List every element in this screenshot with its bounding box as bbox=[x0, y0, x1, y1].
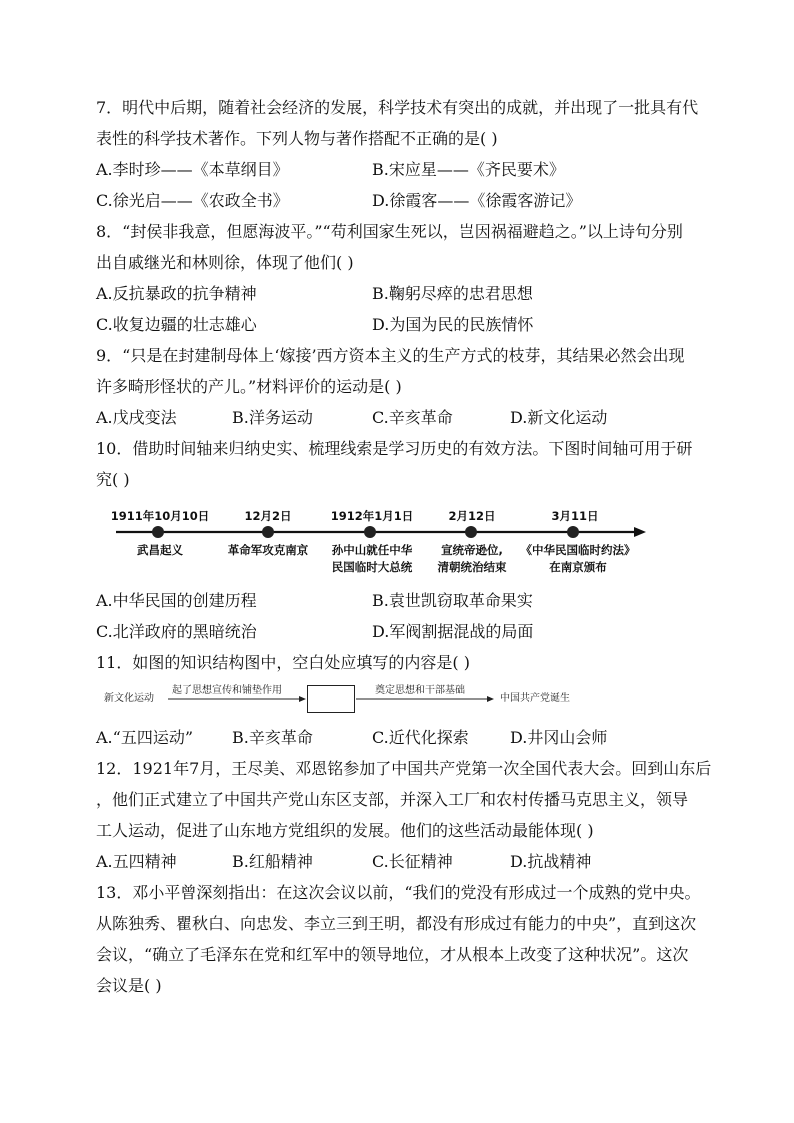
timeline-desc-4a: 宣统帝逊位, bbox=[441, 543, 503, 557]
q12-option-b[interactable]: B.红船精神 bbox=[232, 852, 313, 871]
timeline-dot-2 bbox=[262, 526, 274, 538]
q11-option-b[interactable]: B.辛亥革命 bbox=[232, 728, 313, 747]
knowledge-arrowhead-1 bbox=[299, 696, 306, 702]
q7-line-1: 7．明代中后期，随着社会经济的发展，科学技术有突出的成就，并出现了一批具有代 bbox=[96, 98, 699, 117]
q12-option-d[interactable]: D.抗战精神 bbox=[510, 852, 592, 871]
knowledge-arrow2-label: 奠定思想和干部基础 bbox=[375, 685, 465, 696]
knowledge-arrows bbox=[0, 686, 794, 716]
q10-option-b[interactable]: B.袁世凯窃取革命果实 bbox=[372, 591, 533, 610]
timeline-dot-1 bbox=[152, 526, 164, 538]
timeline-arrowhead bbox=[634, 527, 646, 537]
q7-option-d[interactable]: D.徐霞客——《徐霞客游记》 bbox=[372, 191, 582, 210]
q13-line-3: 会议，“确立了毛泽东在党和红军中的领导地位，才从根本上改变了这种状况”。这次 bbox=[96, 945, 689, 964]
q10-option-a[interactable]: A.中华民国的创建历程 bbox=[96, 591, 257, 610]
q7-option-b[interactable]: B.宋应星——《齐民要术》 bbox=[372, 160, 565, 179]
q10-line-2: 究( ) bbox=[96, 470, 130, 489]
q12-line-1: 12．1921年7月，王尽美、邓恩铭参加了中国共产党第一次全国代表大会。回到山东后 bbox=[96, 759, 712, 778]
timeline-date-1: 1911年10月10日 bbox=[110, 509, 210, 523]
q7-option-a[interactable]: A.李时珍——《本草纲目》 bbox=[96, 160, 289, 179]
q13-line-2: 从陈独秀、瞿秋白、向忠发、李立三到王明，都没有形成过有能力的中央”，直到这次 bbox=[96, 914, 697, 933]
knowledge-arrow1-label: 起了思想宣传和铺垫作用 bbox=[172, 685, 282, 696]
q12-line-2: ，他们正式建立了中国共产党山东区支部，并深入工厂和农村传播马克思主义，领导 bbox=[96, 790, 689, 809]
q12-option-c[interactable]: C.长征精神 bbox=[372, 852, 453, 871]
timeline-date-4: 2月12日 bbox=[448, 509, 496, 523]
q7-option-c[interactable]: C.徐光启——《农政全书》 bbox=[96, 191, 289, 210]
knowledge-end: 中国共产党诞生 bbox=[500, 693, 570, 704]
q8-option-a[interactable]: A.反抗暴政的抗争精神 bbox=[96, 284, 257, 303]
q8-option-c[interactable]: C.收复边疆的壮志雄心 bbox=[96, 315, 257, 334]
q10-option-c[interactable]: C.北洋政府的黑暗统治 bbox=[96, 622, 257, 641]
q9-option-b[interactable]: B.洋务运动 bbox=[232, 408, 313, 427]
timeline-dot-3 bbox=[364, 526, 376, 538]
q8-option-b[interactable]: B.鞠躬尽瘁的忠君思想 bbox=[372, 284, 533, 303]
timeline-desc-4b: 清朝统治结束 bbox=[437, 560, 507, 574]
q8-line-2: 出自戚继光和林则徐，体现了他们( ) bbox=[96, 253, 354, 272]
q8-option-d[interactable]: D.为国为民的民族情怀 bbox=[372, 315, 534, 334]
q9-option-a[interactable]: A.戊戌变法 bbox=[96, 408, 177, 427]
q13-line-1: 13．邓小平曾深刻指出：在这次会议以前，“我们的党没有形成过一个成熟的党中央。 bbox=[96, 883, 701, 902]
q9-option-c[interactable]: C.辛亥革命 bbox=[372, 408, 453, 427]
q9-line-1: 9．“只是在封建制母体上‘嫁接’西方资本主义的生产方式的枝芽，其结果必然会出现 bbox=[96, 346, 685, 365]
timeline-desc-1: 武昌起义 bbox=[137, 543, 183, 557]
timeline-date-2: 12月2日 bbox=[244, 509, 292, 523]
q11-line-1: 11．如图的知识结构图中，空白处应填写的内容是( ) bbox=[96, 653, 470, 672]
timeline-desc-3a: 孙中山就任中华 bbox=[331, 543, 413, 557]
q11-option-d[interactable]: D.井冈山会师 bbox=[510, 728, 608, 747]
timeline-dot-4 bbox=[465, 526, 477, 538]
q13-line-4: 会议是( ) bbox=[96, 976, 162, 995]
timeline-desc-2: 革命军攻克南京 bbox=[227, 543, 309, 557]
knowledge-start: 新文化运动 bbox=[104, 693, 154, 704]
timeline-desc-5a: 《中华民国临时约法》 bbox=[520, 543, 636, 557]
q9-line-2: 许多畸形怪状的产儿。”材料评价的运动是( ) bbox=[96, 377, 402, 396]
timeline-date-3: 1912年1月1日 bbox=[330, 509, 414, 523]
q12-option-a[interactable]: A.五四精神 bbox=[96, 852, 177, 871]
q7-line-2: 表性的科学技术著作。下列人物与著作搭配不正确的是( ) bbox=[96, 129, 498, 148]
timeline-date-5: 3月11日 bbox=[551, 509, 599, 523]
q12-line-3: 工人运动，促进了山东地方党组织的发展。他们的这些活动最能体现( ) bbox=[96, 821, 594, 840]
knowledge-arrowhead-2 bbox=[487, 696, 494, 702]
q11-option-c[interactable]: C.近代化探索 bbox=[372, 728, 469, 747]
q9-option-d[interactable]: D.新文化运动 bbox=[510, 408, 608, 427]
timeline-dot-5 bbox=[567, 526, 579, 538]
q11-option-a[interactable]: A.“五四运动” bbox=[96, 728, 194, 747]
timeline-desc-3b: 民国临时大总统 bbox=[331, 560, 413, 574]
q10-option-d[interactable]: D.军阀割据混战的局面 bbox=[372, 622, 534, 641]
timeline-figure bbox=[0, 500, 794, 590]
timeline-desc-5b: 在南京颁布 bbox=[549, 560, 607, 574]
q10-line-1: 10．借助时间轴来归纳史实、梳理线索是学习历史的有效方法。下图时间轴可用于研 bbox=[96, 439, 693, 458]
q8-line-1: 8．“封侯非我意，但愿海波平。”“苟利国家生死以，岂因祸福避趋之。”以上诗句分别 bbox=[96, 222, 683, 241]
